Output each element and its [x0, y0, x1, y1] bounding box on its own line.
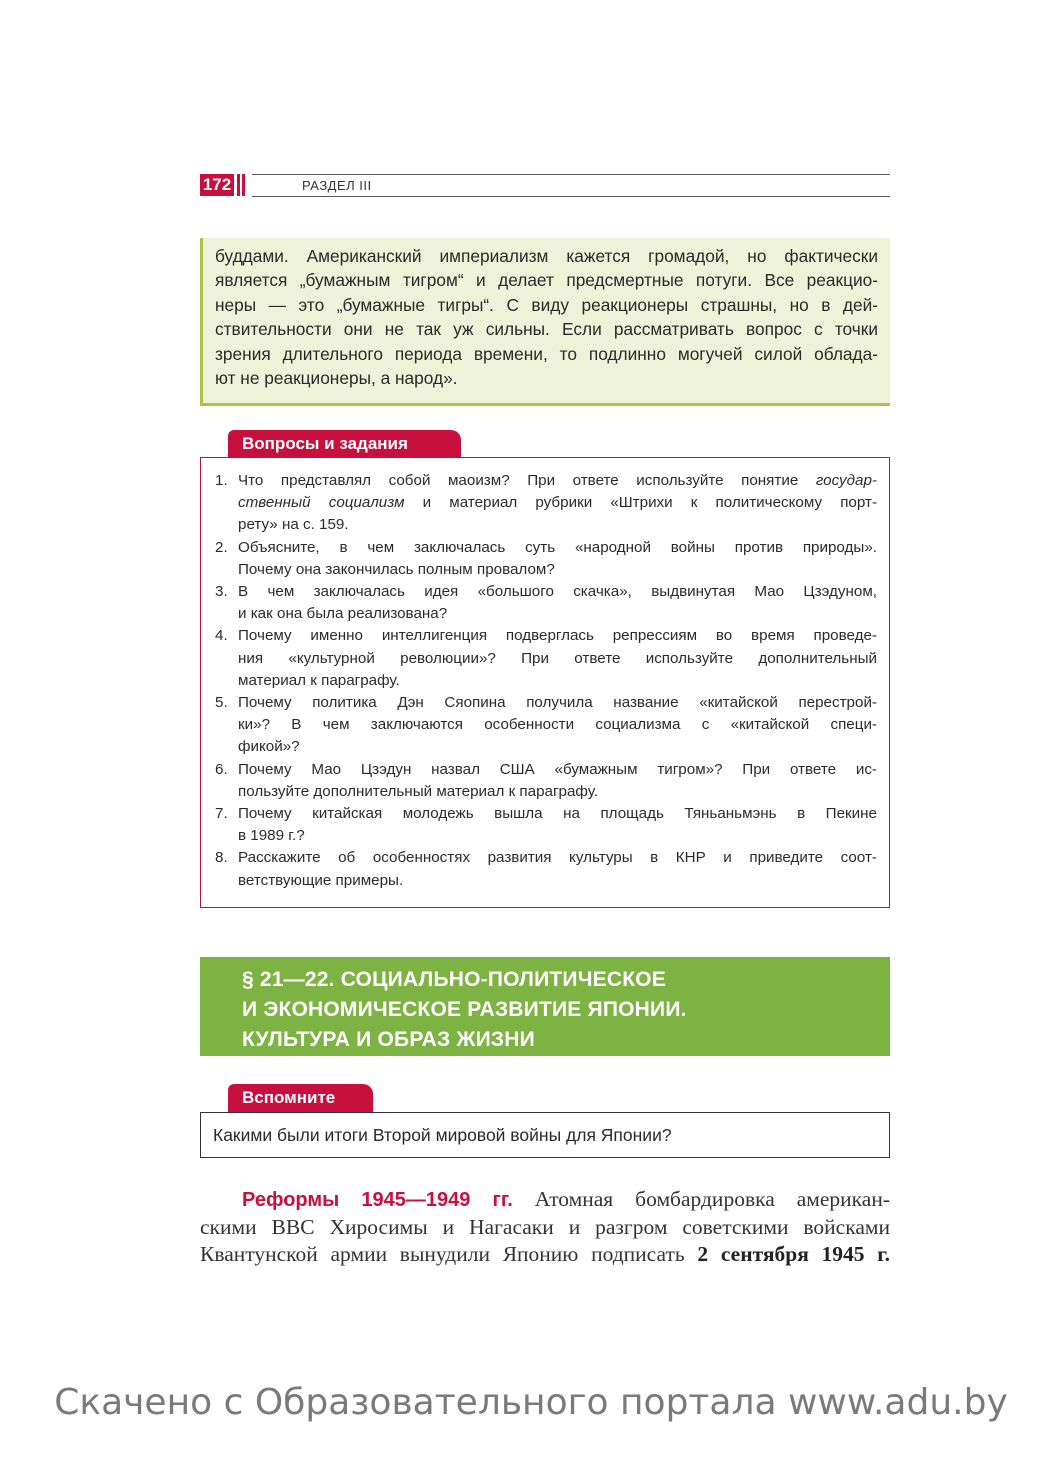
quote-line: буддами. Американский империализм кажется громадой, но фактически: [215, 246, 878, 266]
question-text: [238, 625, 877, 692]
paragraph-date: 2 сентября 1945 г.: [697, 1242, 890, 1266]
question-line: ки»? В чем заключаются особенности социализма с «китайской специ-: [238, 716, 877, 734]
question-line: Почему именно интеллигенция подверглась репрессиям во время проведе-: [238, 627, 877, 645]
question-text: [238, 759, 877, 803]
question-text: [238, 803, 877, 847]
paragraph-line: [200, 1241, 890, 1268]
paragraph-line: скими ВВС Хиросимы и Нагасаки и разгром советскими войсками: [200, 1215, 890, 1239]
question-line: [238, 470, 877, 492]
quote-line: ют не реакционеры, а народ».: [215, 368, 458, 389]
question-line: материал к параграфу.: [238, 671, 400, 689]
question-line: в 1989 г.?: [238, 827, 305, 845]
header-rule-top: [252, 174, 890, 175]
question-item: [215, 803, 877, 847]
question-number: 2.: [215, 538, 228, 556]
question-line: [238, 492, 877, 514]
question-number: 6.: [215, 760, 228, 778]
question-line: Почему она закончилась полным провалом?: [238, 560, 555, 578]
question-number: 4.: [215, 627, 228, 645]
paragraph-fragment: Квантунской армии вынудили Японию подписать: [200, 1242, 698, 1266]
questions-tab: Вопросы и задания: [228, 430, 461, 458]
section-title-line: § 21—22. СОЦИАЛЬНО-ПОЛИТИЧЕСКОЕ: [242, 968, 666, 991]
question-line: пользуйте дополнительный материал к параграфу.: [238, 782, 599, 800]
question-line: фикой»?: [238, 738, 300, 756]
header-bar-decoration: [242, 174, 245, 196]
question-line: Почему Мао Цзэдун назвал США «бумажным тигром»? При ответе ис-: [238, 760, 877, 778]
question-line: рету» на с. 159.: [238, 516, 349, 534]
section-title: [200, 957, 890, 1056]
question-number: 7.: [215, 805, 228, 823]
body-paragraph: [200, 1186, 890, 1268]
page-number: 172: [200, 174, 234, 196]
question-item: [215, 581, 877, 625]
question-line: ния «культурной революции»? При ответе используйте дополнительный: [238, 649, 877, 667]
question-text: [238, 847, 877, 891]
question-term: ственный социализм: [238, 494, 405, 512]
quote-line: зрения длительного периода времени, то подлинно могучей силой облада-: [215, 343, 878, 364]
question-line: и как она была реализована?: [238, 605, 448, 623]
question-item: [215, 759, 877, 803]
watermark-text: Скачено с Образовательного портала www.adu.by: [54, 1382, 1008, 1423]
question-text: [238, 692, 877, 759]
paragraph-heading: Реформы 1945—1949 гг.: [242, 1189, 513, 1211]
question-text: [238, 537, 877, 581]
header-bar-decoration: [237, 174, 240, 196]
question-line: Почему политика Дэн Сяопина получила название «китайской перестрой-: [238, 694, 877, 712]
header-rule-bottom: [252, 196, 890, 197]
section-label: РАЗДЕЛ III: [302, 178, 372, 193]
question-number: 8.: [215, 849, 228, 867]
quote-line: неры — это „бумажные тигры“. С виду реакционеры страшны, но в дей-: [215, 294, 878, 315]
question-fragment: и материал рубрики «Штрихи к политическому порт-: [404, 494, 878, 512]
paragraph-line: [200, 1186, 890, 1214]
section-title-line: И ЭКОНОМИЧЕСКОЕ РАЗВИТИЕ ЯПОНИИ.: [242, 998, 687, 1021]
question-item: [215, 625, 877, 692]
question-number: 5.: [215, 694, 228, 712]
quote-box: [200, 238, 890, 406]
question-item: [215, 470, 877, 537]
question-line: Расскажите об особенностях развития культуры в КНР и приведите соот-: [238, 849, 877, 867]
section-title-line: КУЛЬТУРА И ОБРАЗ ЖИЗНИ: [242, 1028, 535, 1051]
question-text: [238, 581, 877, 625]
questions-list: [215, 470, 877, 892]
question-item: [215, 692, 877, 759]
quote-line: ствительности они не так уж сильны. Если рассматривать вопрос с точки: [215, 319, 878, 340]
question-term: государ-: [815, 472, 877, 489]
question-line: Почему китайская молодежь вышла на площадь Тяньаньмэнь в Пекине: [238, 805, 877, 823]
question-item: [215, 847, 877, 891]
question-line: Объясните, в чем заключалась суть «народной войны против природы».: [238, 538, 877, 556]
quote-line: является „бумажным тигром“ и делает предсмертные потуги. Все реакцио-: [215, 270, 878, 291]
question-number: 1.: [215, 472, 228, 489]
questions-box: [200, 457, 890, 908]
question-line: В чем заключалась идея «большого скачка», выдвинутая Мао Цзэдуном,: [238, 583, 877, 601]
question-line: ветствующие примеры.: [238, 871, 404, 889]
recall-tab: Вспомните: [228, 1084, 373, 1112]
question-item: [215, 537, 877, 581]
recall-box: Какими были итоги Второй мировой войны для Японии?: [200, 1112, 890, 1158]
question-fragment: Что представлял собой маоизм? При ответе используйте понятие: [238, 472, 816, 489]
question-text: [238, 470, 877, 537]
paragraph-fragment: Атомная бомбардировка американ-: [512, 1187, 891, 1211]
question-number: 3.: [215, 583, 228, 601]
